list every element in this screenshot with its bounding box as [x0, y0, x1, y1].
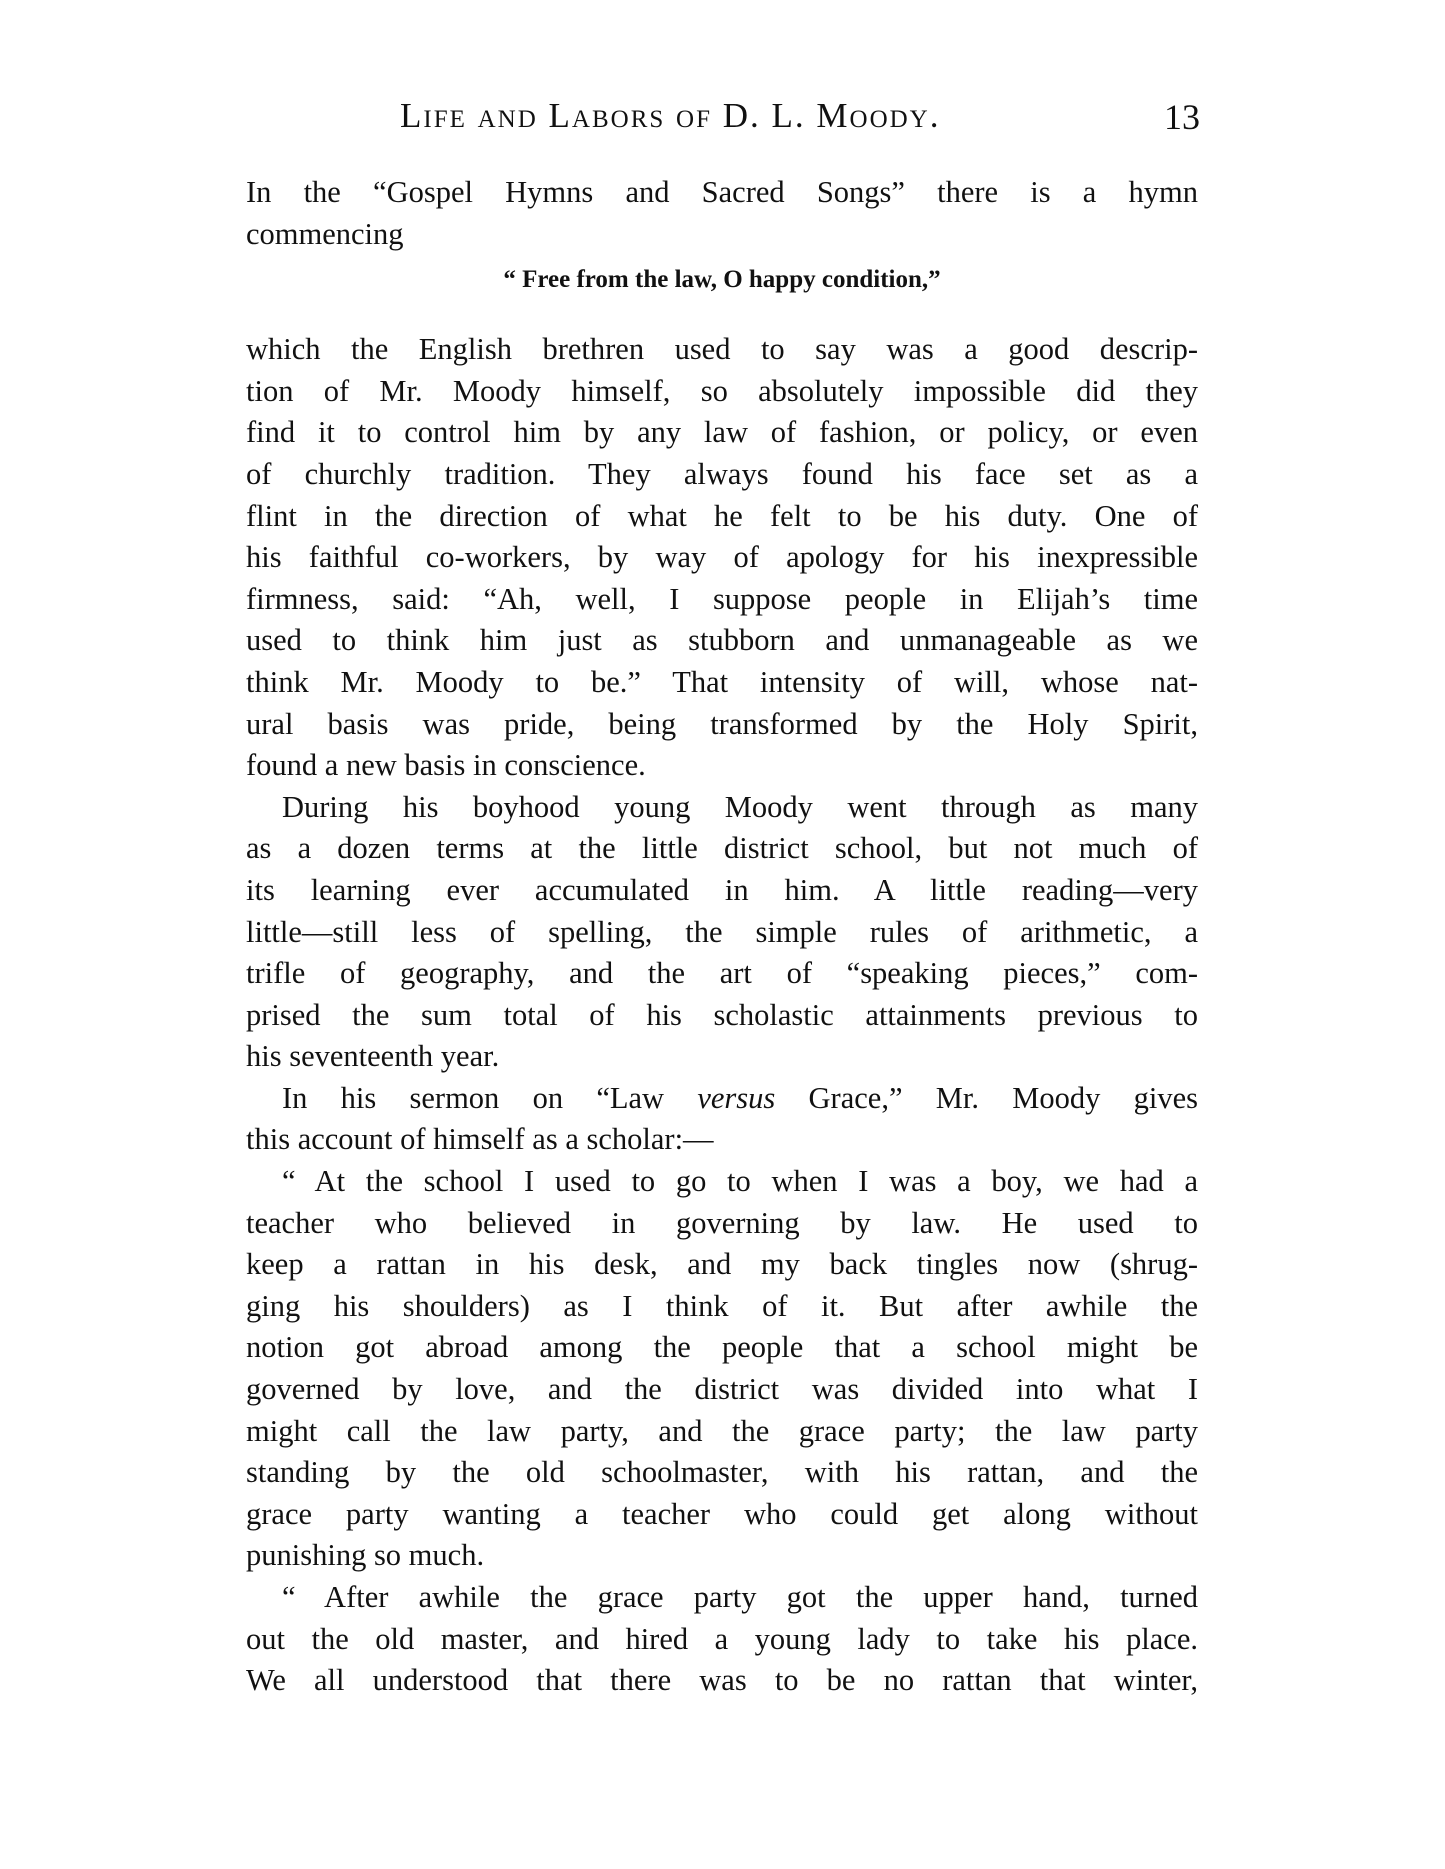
text-line: keep a rattan in his desk, and my back tingles now (shrug- — [246, 1247, 1198, 1282]
running-title: Life and Labors of D. L. Moody. — [400, 96, 941, 135]
text-line: find it to control him by any law of fashion, or policy, or even — [246, 415, 1198, 450]
running-head — [250, 96, 1200, 156]
text-line: teacher who believed in governing by law. He used to — [246, 1205, 1198, 1240]
text-line: firmness, said: “Ah, well, I suppose people in Elijah’s time — [246, 581, 1198, 616]
text-line: which the English brethren used to say was a good descrip- — [246, 332, 1198, 367]
text-line: this account of himself as a scholar:— — [246, 1122, 714, 1157]
text-line: little—still less of spelling, the simple rules of arithmetic, a — [246, 914, 1198, 949]
text-line: governed by love, and the district was divided into what I — [246, 1372, 1198, 1407]
text-line: We all understood that there was to be no rattan that winter, — [246, 1663, 1198, 1698]
text-line: out the old master, and hired a young lady to take his place. — [246, 1621, 1198, 1656]
text-line: notion got abroad among the people that a school might be — [246, 1330, 1198, 1365]
hymn-quotation: “ Free from the law, O happy condition,” — [503, 266, 941, 294]
text-line: punishing so much. — [246, 1538, 485, 1573]
text-line: his faithful co-workers, by way of apology for his inexpressible — [246, 540, 1198, 575]
text-line: might call the law party, and the grace party; the law party — [246, 1413, 1198, 1448]
text-line: ural basis was pride, being transformed by the Holy Spirit, — [246, 706, 1198, 741]
text-fragment: Grace,” Mr. Moody gives — [775, 1080, 1198, 1115]
text-fragment: In his sermon on “Law — [282, 1080, 698, 1115]
text-line: standing by the old schoolmaster, with his rattan, and the — [246, 1455, 1198, 1490]
text-line: In the “Gospel Hymns and Sacred Songs” there is a hymn — [246, 175, 1198, 209]
text-line: think Mr. Moody to be.” That intensity of will, whose nat- — [246, 664, 1198, 699]
text-line: prised the sum total of his scholastic attainments previous to — [246, 997, 1198, 1032]
text-line: its learning ever accumulated in him. A little reading—very — [246, 872, 1198, 907]
text-line: During his boyhood young Moody went through as many — [282, 789, 1198, 824]
text-line: used to think him just as stubborn and unmanageable as we — [246, 623, 1198, 658]
body-text — [246, 172, 1198, 1702]
text-line: trifle of geography, and the art of “speaking pieces,” com- — [246, 956, 1198, 991]
text-line: “ At the school I used to go to when I was a boy, we had a — [282, 1164, 1198, 1199]
text-line: his seventeenth year. — [246, 1039, 500, 1074]
text-line — [246, 1078, 1198, 1120]
text-line: tion of Mr. Moody himself, so absolutely impossible did they — [246, 373, 1198, 408]
text-line: ging his shoulders) as I think of it. But after awhile the — [246, 1288, 1198, 1323]
text-line: as a dozen terms at the little district school, but not much of — [246, 831, 1198, 866]
text-line: of churchly tradition. They always found his face set as a — [246, 456, 1198, 491]
text-line: “ After awhile the grace party got the upper hand, turned — [282, 1580, 1198, 1614]
page-number: 13 — [1164, 97, 1200, 137]
text-line: commencing — [246, 216, 404, 251]
text-line: found a new basis in conscience. — [246, 748, 646, 783]
text-line: grace party wanting a teacher who could get along without — [246, 1496, 1198, 1531]
italic-word: versus — [697, 1080, 776, 1115]
text-line: flint in the direction of what he felt to be his duty. One of — [246, 498, 1198, 533]
